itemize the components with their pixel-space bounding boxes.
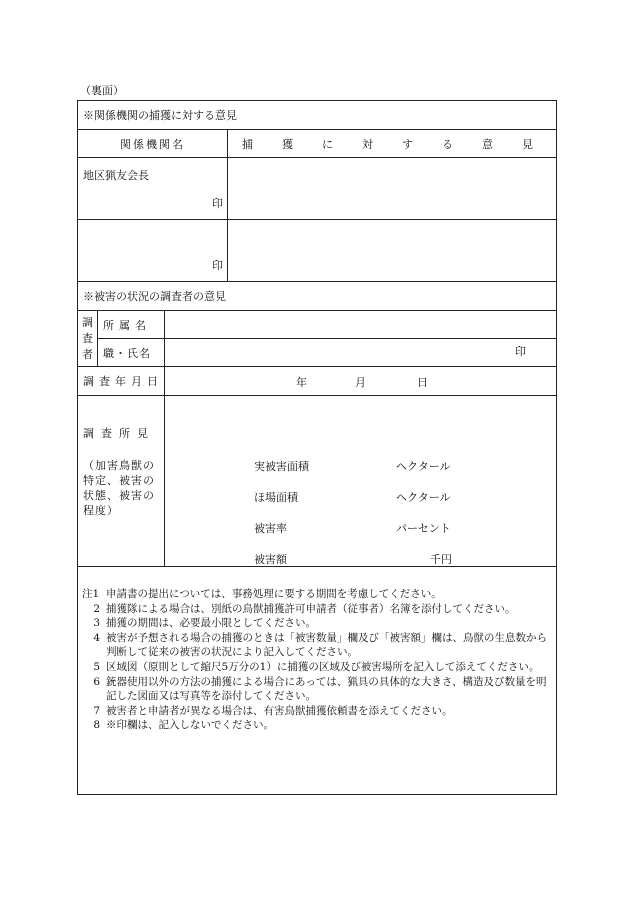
note-item: 8 ※印欄は、記入しないでください。 [93,719,274,732]
survey-date-label: 調査年月日 [78,367,165,396]
date-year: 年 [296,376,307,389]
seal-mark: 印 [212,197,223,210]
findings-description: （加害鳥獣の特定、被害の状態、被害の程度） [83,459,155,517]
agency-name: 地区猟友会長 [83,169,149,182]
note-item: 3 捕獲の期間は、必要最小限としてください。 [93,617,316,630]
survey-findings-field[interactable]: 実被害面積 ヘクタール ほ場面積 ヘクタール 被害率 パーセント 被害額 千円 [165,396,557,567]
note-item: 注1 申請書の提出については、事務処理に要する期間を考慮してください。 [82,588,442,600]
application-form-back [77,100,557,795]
investigator-label: 調 査 者 [78,311,98,367]
capture-opinion-column-header: 捕 獲 に 対 す る 意 見 [228,130,557,158]
title-name-label: 職・氏名 [98,339,165,367]
agency-row-1[interactable] [78,158,228,220]
title-name-field[interactable] [165,339,557,367]
survey-findings-label [78,396,165,567]
survey-date-field[interactable] [165,367,557,396]
note-item: 7 被害者と申請者が異なる場合は、有害鳥獣捕獲依頼書を添えてください。 [93,704,453,717]
note-item: 2 捕獲隊による場合は、別紙の鳥獣捕獲許可申請者（従事者）名簿を添付してください。 [93,602,516,615]
notes-section [78,567,557,795]
agency-opinion-field-1[interactable] [228,158,557,220]
agency-name-column-header: 関係機関名 [78,130,228,158]
note-item: 5 区域図（原則として縮尺5万分の1）に捕獲の区域及び被害場所を記入して添えてください。 [93,660,540,673]
affiliation-field[interactable] [165,311,557,339]
seal-mark: 印 [515,345,526,358]
damage-investigator-section-title: ※被害の状況の調査者の意見 [78,282,557,311]
agency-opinion-field-2[interactable] [228,220,557,282]
agency-opinion-section-title: ※関係機関の捕獲に対する意見 [78,101,557,130]
note-item: 4 被害が予想される場合の捕獲のときは「被害数量」欄及び「被害額」欄は、鳥獣の生息数から判断して従来の被害の状況により記入してください。 [93,631,547,659]
seal-mark: 印 [212,259,223,272]
agency-row-2[interactable] [78,220,228,282]
page-side-label: （裏面） [80,84,124,97]
affiliation-label: 所属名 [98,311,165,339]
date-month: 月 [355,376,366,389]
date-day: 日 [417,376,428,389]
note-item: 6 銃器使用以外の方法の捕獲による場合にあっては、猟具の具体的な大きさ、構造及び数量を明記した図面又は写真等を添付してください。 [93,675,547,703]
findings-title: 調査所見 [83,427,155,440]
